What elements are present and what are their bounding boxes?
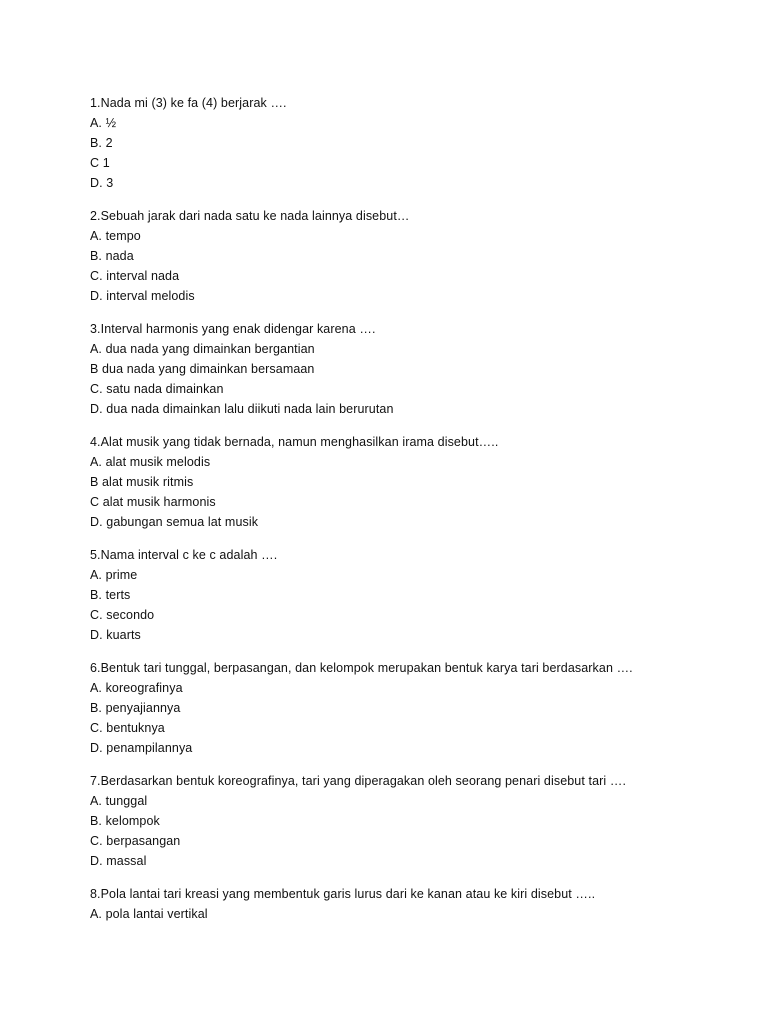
question-prompt: 4.Alat musik yang tidak bernada, namun menghasilkan irama disebut….. — [90, 435, 499, 449]
question-prompt: 3.Interval harmonis yang enak didengar karena …. — [90, 322, 376, 336]
question-1 — [90, 93, 730, 194]
question-3 — [90, 319, 730, 420]
answer-option: A. prime — [90, 568, 138, 582]
question-prompt: 7.Berdasarkan bentuk koreografinya, tari yang diperagakan oleh seorang penari disebut tari …. — [90, 774, 627, 788]
answer-option: D. dua nada dimainkan lalu diikuti nada lain berurutan — [90, 402, 394, 416]
answer-option: D. penampilannya — [90, 741, 193, 755]
answer-option: A. ½ — [90, 116, 117, 130]
answer-option: A. dua nada yang dimainkan bergantian — [90, 342, 315, 356]
answer-option: B. terts — [90, 588, 131, 602]
answer-option: C. secondo — [90, 608, 155, 622]
answer-option: C. interval nada — [90, 269, 180, 283]
answer-option: B alat musik ritmis — [90, 475, 194, 489]
question-6 — [90, 658, 730, 759]
question-7 — [90, 771, 730, 872]
question-prompt: 8.Pola lantai tari kreasi yang membentuk garis lurus dari ke kanan atau ke kiri disebut ….. — [90, 887, 596, 901]
answer-option: A. koreografinya — [90, 681, 183, 695]
answer-option: D. gabungan semua lat musik — [90, 515, 259, 529]
answer-option: C. satu nada dimainkan — [90, 382, 224, 396]
answer-option: A. pola lantai vertikal — [90, 907, 208, 921]
answer-option: B. penyajiannya — [90, 701, 181, 715]
answer-option: A. tunggal — [90, 794, 148, 808]
question-prompt: 5.Nama interval c ke c adalah …. — [90, 548, 278, 562]
answer-option: C alat musik harmonis — [90, 495, 216, 509]
question-prompt: 1.Nada mi (3) ke fa (4) berjarak …. — [90, 96, 287, 110]
answer-option: C 1 — [90, 156, 110, 170]
answer-option: D. massal — [90, 854, 147, 868]
answer-option: B. 2 — [90, 136, 113, 150]
question-prompt: 6.Bentuk tari tunggal, berpasangan, dan kelompok merupakan bentuk karya tari berdasarkan …. — [90, 661, 633, 675]
answer-option: D. 3 — [90, 176, 114, 190]
answer-option: B. nada — [90, 249, 134, 263]
quiz-document — [90, 93, 730, 921]
answer-option: B. kelompok — [90, 814, 160, 828]
answer-option: D. kuarts — [90, 628, 141, 642]
answer-option: B dua nada yang dimainkan bersamaan — [90, 362, 315, 376]
answer-option: D. interval melodis — [90, 289, 195, 303]
answer-option: C. bentuknya — [90, 721, 165, 735]
answer-option: A. alat musik melodis — [90, 455, 211, 469]
question-5 — [90, 545, 730, 646]
answer-option: C. berpasangan — [90, 834, 181, 848]
question-2 — [90, 206, 730, 307]
question-prompt: 2.Sebuah jarak dari nada satu ke nada lainnya disebut… — [90, 209, 410, 223]
question-8 — [90, 884, 730, 921]
question-4 — [90, 432, 730, 533]
answer-option: A. tempo — [90, 229, 141, 243]
